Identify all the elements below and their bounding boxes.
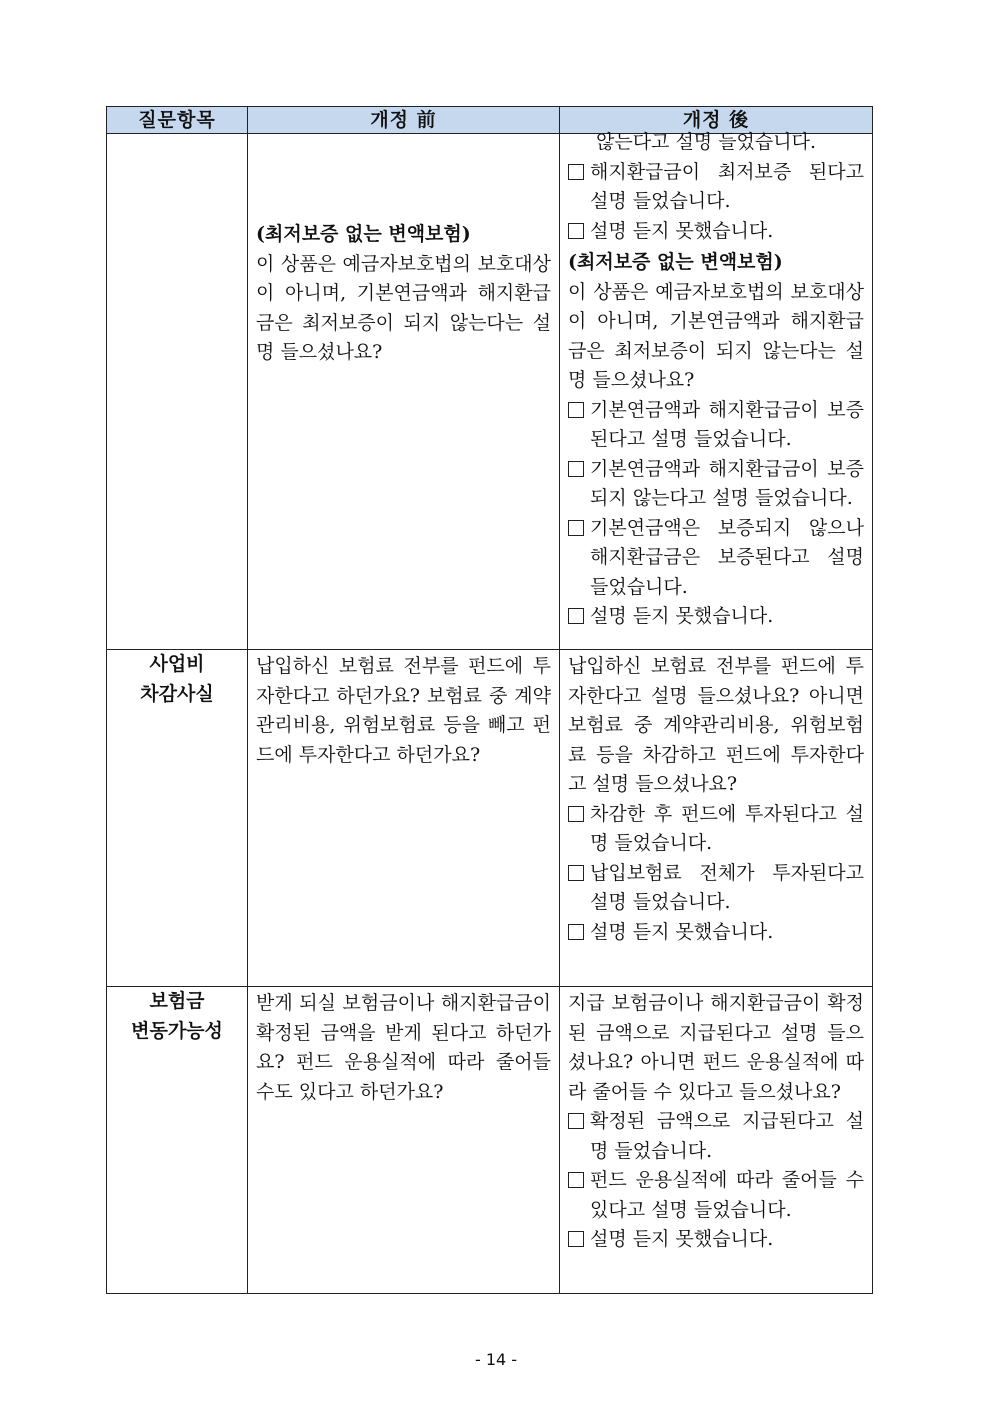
before-cell	[248, 987, 560, 1294]
checkbox-icon	[568, 865, 584, 881]
option-item: 설명 듣지 못했습니다.	[568, 217, 864, 247]
table-row	[107, 987, 873, 1294]
page-number: - 14 -	[474, 1350, 518, 1369]
checkbox-icon	[568, 924, 584, 940]
question-line-1: 사업비	[149, 653, 205, 675]
header-before: 개정 前	[248, 107, 560, 134]
checkbox-icon	[568, 164, 584, 180]
after-heading: (최저보증 없는 변액보험)	[568, 251, 783, 273]
checkbox-icon	[568, 461, 584, 477]
after-cell	[560, 987, 873, 1294]
comparison-table	[106, 106, 873, 1294]
option-item: 기본연금액은 보증되지 않으나 해지환급금은 보증된다고 설명 들었습니다.	[568, 514, 864, 603]
after-text: 지급 보험금이나 해지환급금이 확정된 금액으로 지급된다고 설명 들으셨나요? 아니면 펀드 운용실적에 따라 줄어들 수 있다고 들으셨나요?	[568, 992, 864, 1103]
option-item: 설명 듣지 못했습니다.	[568, 918, 864, 948]
option-item: 해지환급금이 최저보증 된다고 설명 들었습니다.	[568, 158, 864, 217]
checkbox-icon	[568, 806, 584, 822]
table-row	[107, 134, 873, 650]
question-line-1: 보험금	[149, 990, 205, 1012]
header-after: 개정 後	[560, 107, 873, 134]
option-item: 기본연금액과 해지환급금이 보증되지 않는다고 설명 들었습니다.	[568, 455, 864, 514]
after-text: 납입하신 보험료 전부를 펀드에 투자한다고 설명 들으셨나요? 아니면 보험료 중 계약관리비용, 위험보험료 등을 차감하고 펀드에 투자한다고 설명 들으셨나요?	[568, 655, 864, 795]
option-item: 차감한 후 펀드에 투자된다고 설명 들었습니다.	[568, 800, 864, 859]
header-question: 질문항목	[107, 107, 248, 134]
checkbox-icon	[568, 223, 584, 239]
before-cell	[248, 134, 560, 650]
before-text: 이 상품은 예금자보호법의 보호대상이 아니며, 기본연금액과 해지환급금은 최저보증이 되지 않는다는 설명 들으셨나요?	[256, 252, 551, 363]
after-cell	[560, 650, 873, 987]
question-cell	[107, 650, 248, 987]
checkbox-icon	[568, 1172, 584, 1188]
option-item: 기본연금액과 해지환급금이 보증된다고 설명 들었습니다.	[568, 396, 864, 455]
option-item: 설명 듣지 못했습니다.	[568, 1225, 864, 1255]
after-text: 이 상품은 예금자보호법의 보호대상이 아니며, 기본연금액과 해지환급금은 최저보증이 되지 않는다는 설명 들으셨나요?	[568, 280, 864, 391]
after-continued: 않는다고 설명 들었습니다.	[596, 131, 817, 153]
checkbox-icon	[568, 402, 584, 418]
option-item: 설명 듣지 못했습니다.	[568, 602, 864, 632]
checkbox-icon	[568, 1113, 584, 1129]
option-item: 펀드 운용실적에 따라 줄어들 수 있다고 설명 들었습니다.	[568, 1166, 864, 1225]
checkbox-icon	[568, 1231, 584, 1247]
before-heading: (최저보증 없는 변액보험)	[256, 223, 471, 245]
question-line-2: 차감사실	[140, 682, 214, 705]
checkbox-icon	[568, 608, 584, 624]
question-cell	[107, 134, 248, 650]
before-text: 납입하신 보험료 전부를 펀드에 투자한다고 하던가요? 보험료 중 계약관리비용, 위험보험료 등을 빼고 펀드에 투자한다고 하던가요?	[256, 655, 551, 766]
before-text: 받게 되실 보험금이나 해지환급금이 확정된 금액을 받게 된다고 하던가요? 펀드 운용실적에 따라 줄어들 수도 있다고 하던가요?	[256, 992, 551, 1103]
question-cell	[107, 987, 248, 1294]
option-item: 확정된 금액으로 지급된다고 설명 들었습니다.	[568, 1107, 864, 1166]
before-cell	[248, 650, 560, 987]
checkbox-icon	[568, 520, 584, 536]
table-row	[107, 650, 873, 987]
after-cell	[560, 131, 873, 650]
question-line-2: 변동가능성	[131, 1019, 223, 1042]
option-item: 납입보험료 전체가 투자된다고 설명 들었습니다.	[568, 859, 864, 918]
